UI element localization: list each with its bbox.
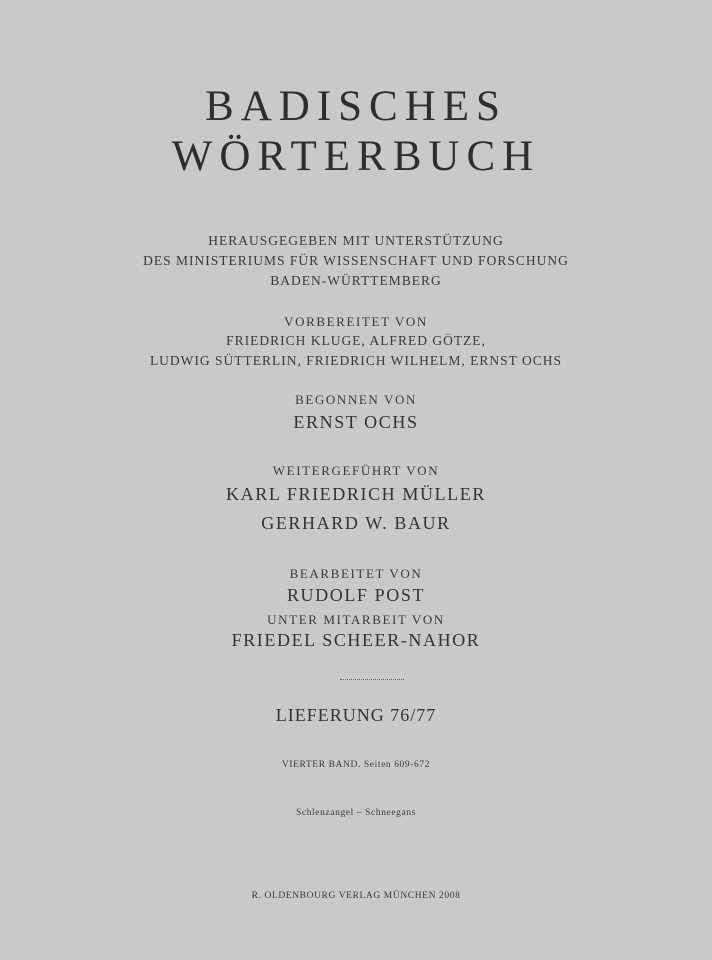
begun-name: ERNST OCHS (293, 412, 419, 432)
volume-info: VIERTER BAND. Seiten 609-672 (281, 760, 431, 770)
collab-label: UNTER MITARBEIT VON (267, 612, 445, 627)
title-line-1: BADISCHES (205, 83, 507, 130)
issue-number: LIEFERUNG 76/77 (275, 705, 437, 725)
continued-label: WEITERGEFÜHRT VON (272, 463, 440, 478)
dotted-divider (340, 679, 404, 680)
prepared-label: VORBEREITET VON (284, 314, 428, 329)
collab-name: FRIEDEL SCHEER-NAHOR (231, 630, 481, 650)
edited-name: RUDOLF POST (286, 585, 426, 605)
publisher-line-3: BADEN-WÜRTTEMBERG (270, 273, 442, 288)
begun-label: BEGONNEN VON (295, 392, 417, 407)
continued-name-2: GERHARD W. BAUR (261, 513, 451, 533)
prepared-names-1: FRIEDRICH KLUGE, ALFRED GÖTZE, (226, 333, 486, 348)
continued-name-1: KARL FRIEDRICH MÜLLER (226, 484, 486, 504)
publisher-imprint: R. OLDENBOURG VERLAG MÜNCHEN 2008 (251, 891, 461, 901)
publisher-line-1: HERAUSGEGEBEN MIT UNTERSTÜTZUNG (208, 233, 504, 248)
entry-range: Schlenzangel – Schneegans (296, 808, 416, 818)
edited-label: BEARBEITET VON (289, 566, 423, 581)
publisher-line-2: DES MINISTERIUMS FÜR WISSENSCHAFT UND FORSCHUNG (143, 253, 569, 268)
title-line-2: WÖRTERBUCH (171, 133, 541, 180)
prepared-names-2: LUDWIG SÜTTERLIN, FRIEDRICH WILHELM, ERNST OCHS (149, 353, 563, 368)
